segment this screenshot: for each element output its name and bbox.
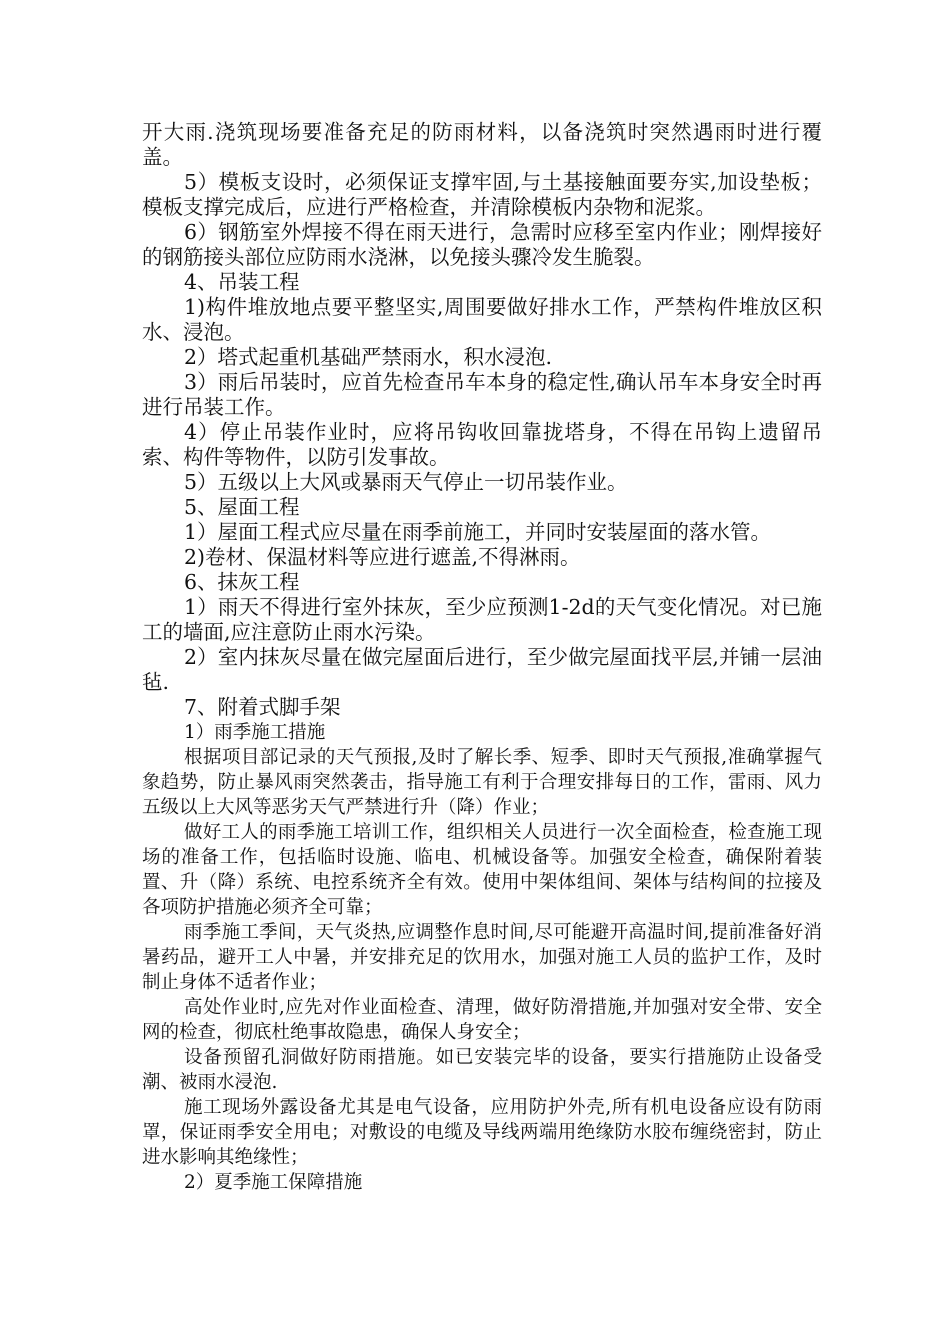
paragraph: 高处作业时,应先对作业面检查、清理，做好防滑措施,并加强对安全带、安全网的检查，彻底杜绝事故隐患，确保人身安全； (142, 997, 822, 1043)
paragraph: 2）室内抹灰尽量在做完屋面后进行，至少做完屋面找平层,并铺一层油毡. (142, 645, 822, 694)
document-body (142, 120, 822, 1195)
paragraph: 5）模板支设时，必须保证支撑牢固,与土基接触面要夯实,加设垫板；模板支撑完成后，应进行严格检查，并清除模板内杂物和泥浆。 (142, 170, 822, 219)
paragraph: 1)构件堆放地点要平整坚实,周围要做好排水工作，严禁构件堆放区积水、浸泡。 (142, 295, 822, 344)
paragraph: 1）雨天不得进行室外抹灰，至少应预测1-2d的天气变化情况。对已施工的墙面,应注意防止雨水污染。 (142, 595, 822, 644)
paragraph: 4）停止吊装作业时，应将吊钩收回靠拢塔身，不得在吊钩上遗留吊索、构件等物件，以防引发事故。 (142, 420, 822, 469)
paragraph: 雨季施工季间，天气炎热,应调整作息时间,尽可能避开高温时间,提前准备好消暑药品，避开工人中暑，并安排充足的饮用水，加强对施工人员的监护工作，及时制止身体不适者作业； (142, 922, 822, 993)
section-heading: 4、吊装工程 (184, 270, 300, 294)
subsection-heading: 1）雨季施工措施 (184, 722, 326, 743)
paragraph: 根据项目部记录的天气预报,及时了解长季、短季、即时天气预报,准确掌握气象趋势，防止暴风雨突然袭击，指导施工有利于合理安排每日的工作，雷雨、风力五级以上大风等恶劣天气严禁进行升（降）作业； (142, 747, 822, 818)
paragraph: 开大雨.浇筑现场要准备充足的防雨材料，以备浇筑时突然遇雨时进行覆盖。 (142, 120, 822, 169)
section-heading: 6、抹灰工程 (184, 570, 300, 594)
paragraph: 2）塔式起重机基础严禁雨水，积水浸泡. (184, 345, 553, 369)
paragraph: 设备预留孔洞做好防雨措施。如已安装完毕的设备，要实行措施防止设备受潮、被雨水浸泡. (142, 1047, 822, 1093)
section-heading: 5、屋面工程 (184, 495, 300, 519)
subsection-heading: 2）夏季施工保障措施 (184, 1172, 363, 1193)
paragraph: 1）屋面工程式应尽量在雨季前施工，并同时安装屋面的落水管。 (184, 520, 772, 544)
section-heading: 7、附着式脚手架 (184, 695, 341, 719)
paragraph: 施工现场外露设备尤其是电气设备，应用防护外壳,所有机电设备应设有防雨罩，保证雨季安全用电；对敷设的电缆及导线两端用绝缘防水胶布缠绕密封，防止进水影响其绝缘性； (142, 1097, 822, 1168)
paragraph: 2)卷材、保温材料等应进行遮盖,不得淋雨。 (184, 545, 581, 569)
paragraph: 5）五级以上大风或暴雨天气停止一切吊装作业。 (184, 470, 628, 494)
paragraph: 6）钢筋室外焊接不得在雨天进行，急需时应移至室内作业；刚焊接好的钢筋接头部位应防雨水浇淋，以免接头骤冷发生脆裂。 (142, 220, 822, 269)
paragraph: 3）雨后吊装时，应首先检查吊车本身的稳定性,确认吊车本身安全时再进行吊装工作。 (142, 370, 822, 419)
paragraph: 做好工人的雨季施工培训工作，组织相关人员进行一次全面检查，检查施工现场的准备工作，包括临时设施、临电、机械设备等。加强安全检查，确保附着装置、升（降）系统、电控系统齐全有效。使用中架体组间、架体与结构间的拉接及各项防护措施必须齐全可靠； (142, 822, 822, 918)
